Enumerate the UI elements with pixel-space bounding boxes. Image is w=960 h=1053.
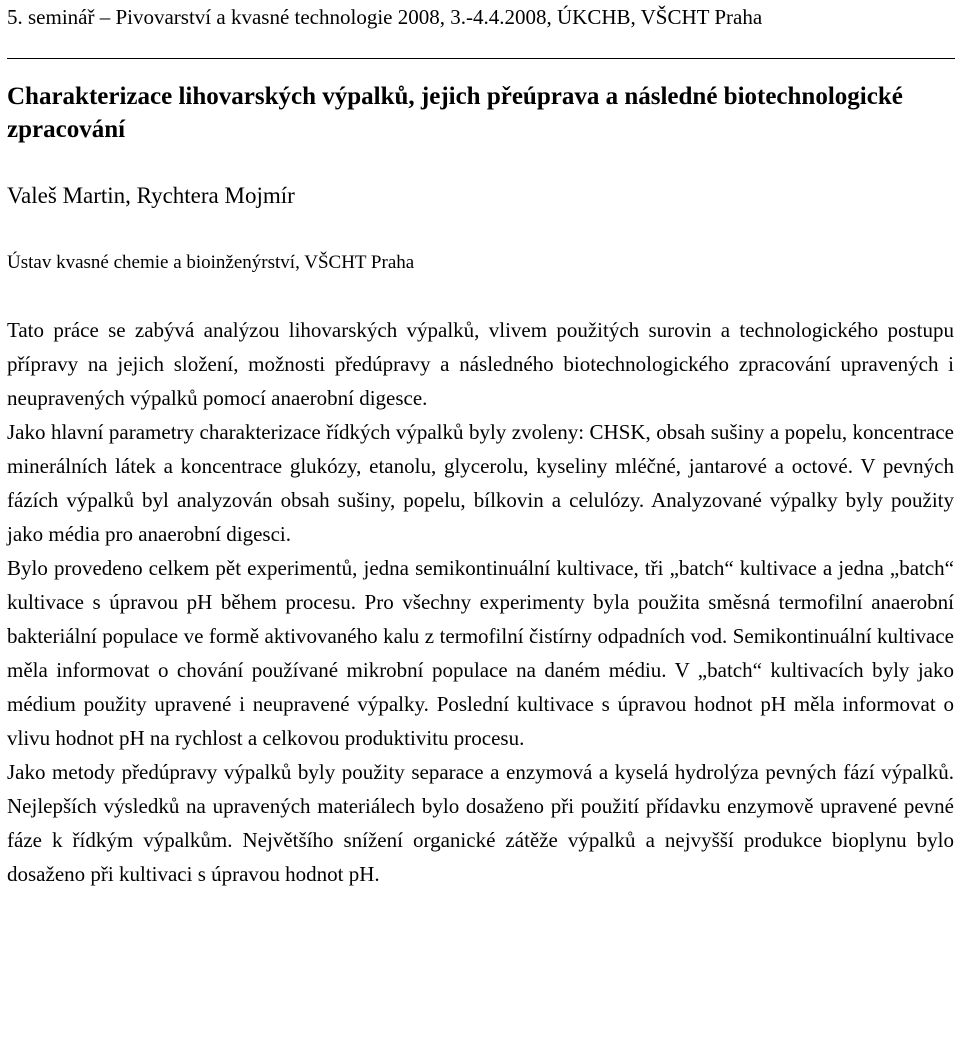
- abstract-paragraph: Jako metody předúpravy výpalků byly použity separace a enzymová a kyselá hydrolýza pevných fází výpalků. Nejlepších výsledků na upravených materiálech bylo dosaženo při použití přídavku enzymově upravené pevné fáze k řídkým výpalkům. Největšího snížení organické zátěže výpalků a nejvyšší produkce bioplynu bylo dosaženo při kultivaci s úpravou hodnot pH.: [7, 760, 954, 886]
- affiliation: Ústav kvasné chemie a bioinženýrství, VŠCHT Praha: [7, 252, 415, 273]
- abstract-paragraph: Jako hlavní parametry charakterizace řídkých výpalků byly zvoleny: CHSK, obsah sušiny a popelu, koncentrace minerálních látek a koncentrace glukózy, etanolu, glycerolu, kyseliny mléčné, jantarové a octové. V pevných fázích výpalků byl analyzován obsah sušiny, popelu, bílkovin a celulózy. Analyzované výpalky byly použity jako média pro anaerobní digesci.: [7, 420, 954, 546]
- authors: Valeš Martin, Rychtera Mojmír: [7, 183, 295, 208]
- running-header: 5. seminář – Pivovarství a kvasné technologie 2008, 3.-4.4.2008, ÚKCHB, VŠCHT Praha: [7, 5, 763, 29]
- abstract-paragraph: Tato práce se zabývá analýzou lihovarských výpalků, vlivem použitých surovin a technologického postupu přípravy na jejich složení, možnosti předúpravy a následného biotechnologického zpracování upravených i neupravených výpalků pomocí anaerobní digesce.: [7, 318, 954, 410]
- abstract: [7, 313, 954, 891]
- article-title: Charakterizace lihovarských výpalků, jejich přeúprava a následné biotechnologické zpracování: [7, 83, 903, 143]
- header-rule: [7, 58, 955, 59]
- abstract-paragraph: Bylo provedeno celkem pět experimentů, jedna semikontinuální kultivace, tři „batch“ kultivace a jedna „batch“ kultivace s úpravou pH během procesu. Pro všechny experimenty byla použita směsná termofilní anaerobní bakteriální populace ve formě aktivovaného kalu z termofilní čistírny odpadních vod. Semikontinuální kultivace měla informovat o chování používané mikrobní populace na daném médiu. V „batch“ kultivacích byly jako médium použity upravené i neupravené výpalky. Poslední kultivace s úpravou hodnot pH měla informovat o vlivu hodnot pH na rychlost a celkovou produktivitu procesu.: [7, 556, 954, 750]
